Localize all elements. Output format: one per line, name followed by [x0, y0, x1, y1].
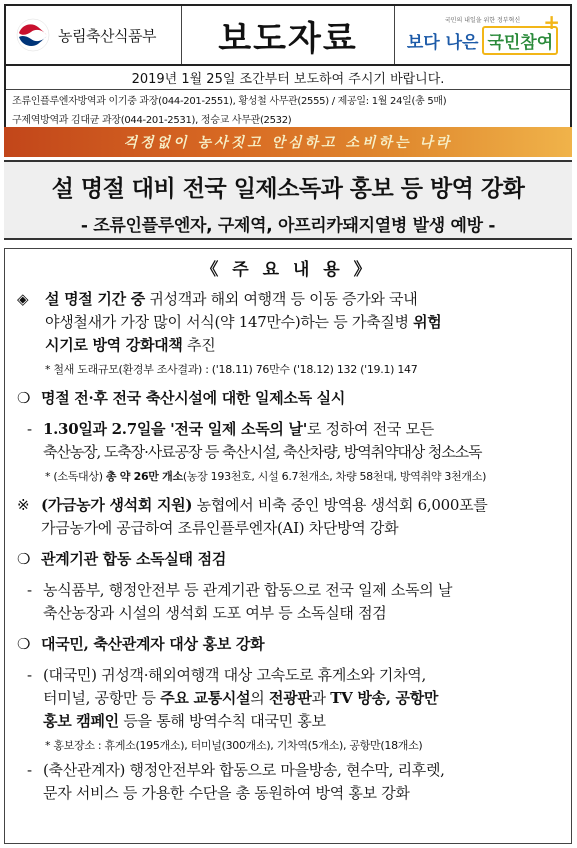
item5-bold-b: 주요 교통시설 — [160, 689, 251, 707]
item4-text-a: 농식품부, 행정안전부 등 관계기관 합동으로 전국 일제 소독의 날 — [43, 581, 453, 599]
item1-text-b: 야생철새가 가장 많이 서식(약 147만수)하는 등 가축질병 — [45, 313, 414, 331]
item3-text-b: 가금농가에 공급하여 조류인플루엔자(AI) 차단방역 강화 — [41, 519, 399, 537]
slogan-part-b: 국민참여 — [482, 26, 558, 55]
dash-bullet-icon: - — [27, 666, 32, 684]
main-headline: 설 명절 대비 전국 일제소독과 홍보 등 방역 강화 — [51, 176, 525, 202]
item1-bold-b: 위험 — [413, 313, 442, 331]
circle-bullet-icon: ❍ — [17, 389, 31, 407]
dash-bullet-icon: - — [27, 420, 32, 438]
item1-bold-c: 시기로 방역 강화대책 — [45, 336, 183, 354]
item2-detail — [17, 418, 559, 464]
plus-icon: + — [543, 10, 560, 34]
note3-text: * 홍보장소 : 휴게소(195개소), 터미널(300개소), 기차역(5개소), 공항만(18개소) — [45, 739, 423, 752]
item2-bold-a: 1.30일과 2.7일을 '전국 일제 소독의 날' — [43, 420, 308, 438]
note-disinfection-targets — [17, 468, 559, 486]
item5-text-a: (대국민) 귀성객·해외여행객 대상 고속도로 휴게소와 기차역, — [43, 666, 426, 684]
item1-text-a: 귀성객과 해외 여행객 등 이동 증가와 국내 — [144, 290, 418, 308]
contact-line-2: 구제역방역과 김대균 과장(044-201-2531), 정승교 사무관(2532) — [12, 115, 292, 126]
item1-text-c: 추진 — [182, 336, 216, 354]
item5-detail — [17, 664, 559, 733]
ministry-name: 농림축산식품부 — [58, 26, 156, 45]
government-emblem-icon — [16, 18, 50, 52]
item6-text-b: 문자 서비스 등 가용한 수단을 총 동원하여 방역 홍보 강화 — [43, 784, 410, 802]
circle-bullet-icon: ❍ — [17, 550, 31, 568]
item4-title: 관계기관 합동 소독실태 점검 — [41, 550, 227, 568]
item5-bold-c: 홍보 캠페인 — [43, 712, 119, 730]
item5-text-c: 등을 통해 방역수칙 대국민 홍보 — [118, 712, 326, 730]
item5-text-b2: 의 — [250, 689, 269, 707]
ministry-block — [6, 6, 182, 64]
slogan-banner — [4, 127, 572, 157]
reference-mark-icon: ※ — [17, 496, 30, 514]
item4-detail — [17, 579, 559, 625]
note2-bold: 총 약 26만 개소 — [105, 470, 183, 483]
dash-bullet-icon: - — [27, 581, 32, 599]
contact-line-1: 조류인플루엔자방역과 이기중 과장(044-201-2551), 황성철 사무관(2555) / 제공일: 1월 24일(총 5매) — [12, 96, 447, 107]
item5-text-b: 터미널, 공항만 등 — [43, 689, 161, 707]
press-title-block — [182, 6, 395, 64]
headline-box — [4, 160, 572, 240]
sub-headline: - 조류인플루엔자, 구제역, 아프리카돼지열병 발생 예방 - — [80, 216, 496, 236]
item3-text-a: 농협에서 비축 중인 방역용 생석회 6,000포를 — [192, 496, 488, 514]
release-date-line: 2019년 1월 25일 조간부터 보도하여 주시기 바랍니다. — [6, 66, 570, 90]
item5-text-b3: 과 — [311, 689, 331, 707]
slogan-logo — [407, 26, 558, 55]
item2-text-a: 로 정하여 전국 모든 — [307, 420, 434, 438]
note2-text-b: (농장 193천호, 시설 6.7천개소, 차량 58천대, 방역취약 3천개소) — [182, 470, 487, 483]
item2-text-b: 축산농장, 도축장·사료공장 등 축산시설, 축산차량, 방역취약대상 청소소독 — [43, 443, 482, 461]
note-campaign-locations — [17, 737, 559, 755]
banner-text: 걱정없이 농사짓고 안심하고 소비하는 나라 — [123, 135, 453, 151]
item1-bold-a: 설 명절 기간 중 — [45, 290, 145, 308]
slogan-part-a: 보다 나은 — [406, 33, 479, 53]
section-heading: 《 주 요 내 용 》 — [201, 260, 375, 280]
item-holiday-measures — [17, 288, 559, 357]
diamond-bullet-icon: ◈ — [17, 290, 29, 308]
slogan-block — [395, 6, 570, 64]
release-info — [4, 66, 572, 130]
item5-bold-b2: 전광판 — [268, 689, 312, 707]
summary-content — [4, 248, 572, 844]
item4-text-b: 축산농장과 시설의 생석회 도포 여부 등 소독실태 점검 — [43, 604, 387, 622]
slogan-caption: 국민의 내일을 위한 정부혁신 — [444, 17, 521, 24]
dash-bullet-icon: - — [27, 761, 32, 779]
item-public-campaign — [17, 633, 559, 656]
item-nationwide-disinfection — [17, 387, 559, 410]
item-joint-inspection — [17, 548, 559, 571]
note2-text-a: * (소독대상) — [45, 470, 106, 483]
item6-detail — [17, 759, 559, 805]
note-bird-count — [17, 361, 559, 379]
item6-text-a: (축산관계자) 행정안전부와 합동으로 마을방송, 현수막, 리후렛, — [43, 761, 445, 779]
item5-bold-b3: TV 방송, 공항만 — [330, 689, 439, 707]
circle-bullet-icon: ❍ — [17, 635, 31, 653]
item-quicklime-support — [17, 494, 559, 540]
press-release-title: 보도자료 — [218, 18, 358, 59]
item3-bold: (가금농가 생석회 지원) — [41, 496, 193, 514]
press-release-header — [4, 4, 572, 66]
item2-title: 명절 전·후 전국 축산시설에 대한 일제소독 실시 — [41, 389, 346, 407]
item5-title: 대국민, 축산관계자 대상 홍보 강화 — [41, 635, 265, 653]
note1-text: * 철새 도래규모(환경부 조사결과) : ('18.11) 76만수 ('18.12) 132 ('19.1) 147 — [45, 363, 418, 376]
